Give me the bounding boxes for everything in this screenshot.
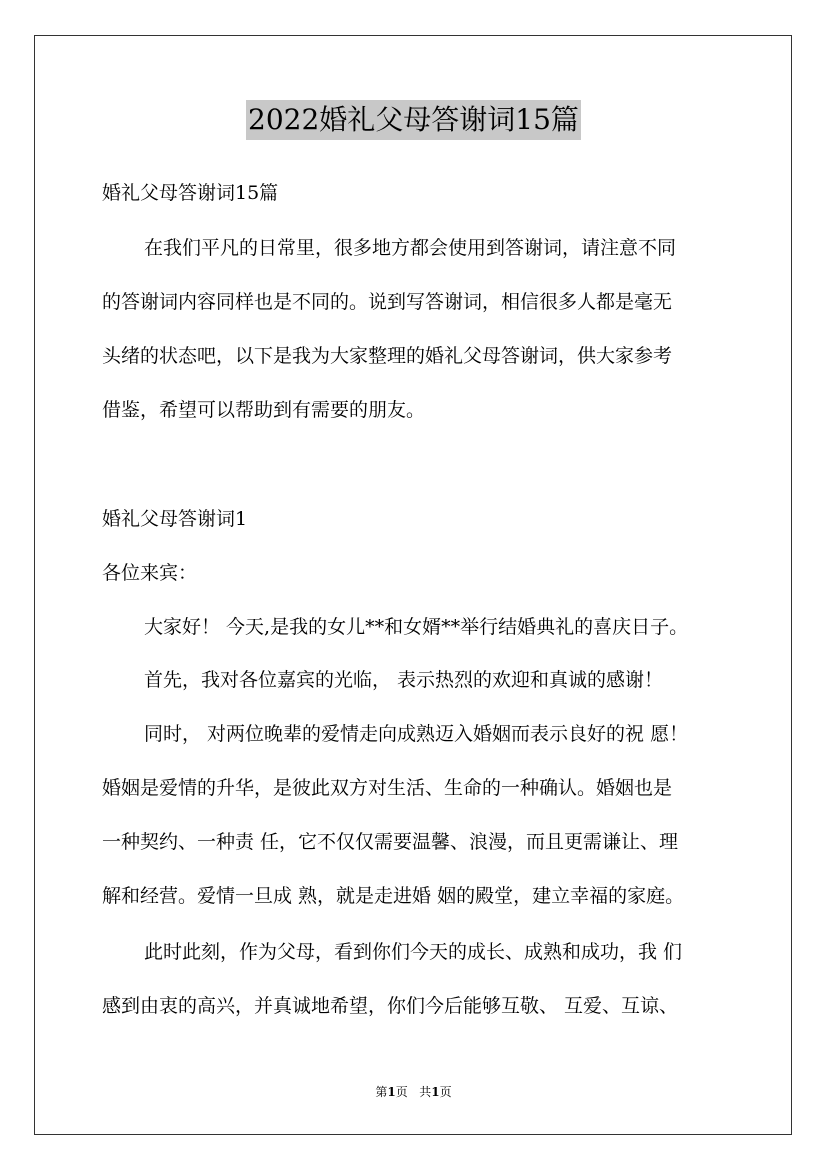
body-line: 此时此刻，作为父母，看到你们今天的成长、成熟和成功，我 们 — [144, 941, 683, 963]
body-line: 首先，我对各位嘉宾的光临， 表示热烈的欢迎和真诚的感谢！ — [144, 669, 664, 691]
page-footer — [0, 1084, 827, 1100]
intro-line: 借鉴，希望可以帮助到有需要的朋友。 — [102, 399, 426, 421]
body-line: 同时， 对两位晚辈的爱情走向成熟迈入婚姻而表示良好的祝 愿！ — [144, 723, 689, 745]
footer-page-number: 1 — [387, 1085, 396, 1099]
document-title[interactable]: 2022婚礼父母答谢词15篇 — [246, 100, 581, 140]
intro-line: 的答谢词内容同样也是不同的。说到写答谢词，相信很多人都是毫无 — [102, 291, 673, 313]
title-container — [0, 100, 827, 140]
footer-page-prefix: 第 — [375, 1085, 388, 1099]
salutation: 各位来宾： — [102, 562, 198, 584]
body-line: 解和经营。爱情一旦成 熟，就是走进婚 姻的殿堂，建立幸福的家庭。 — [102, 885, 685, 907]
footer-total-suffix: 页 — [439, 1085, 452, 1099]
footer-page-suffix: 页 — [395, 1085, 408, 1099]
body-line: 一种契约、一种责 任，它不仅仅需要温馨、浪漫，而且更需谦让、理 — [102, 831, 679, 853]
section-heading: 婚礼父母答谢词1 — [102, 508, 248, 530]
body-line: 婚姻是爱情的升华，是彼此双方对生活、生命的一种确认。婚姻也是 — [102, 777, 673, 799]
footer-total-prefix: 共 — [419, 1085, 432, 1099]
body-line: 大家好！ 今天,是我的女儿**和女婿**举行结婚典礼的喜庆日子。 — [144, 616, 689, 638]
body-line: 感到由衷的高兴，并真诚地希望，你们今后能够互敬、 互爱、互谅、 — [102, 995, 679, 1017]
footer-total-number: 1 — [431, 1085, 440, 1099]
intro-line: 在我们平凡的日常里，很多地方都会使用到答谢词，请注意不同 — [144, 237, 677, 259]
document-subtitle: 婚礼父母答谢词15篇 — [102, 182, 279, 204]
intro-line: 头绪的状态吧，以下是我为大家整理的婚礼父母答谢词，供大家参考 — [102, 345, 673, 367]
